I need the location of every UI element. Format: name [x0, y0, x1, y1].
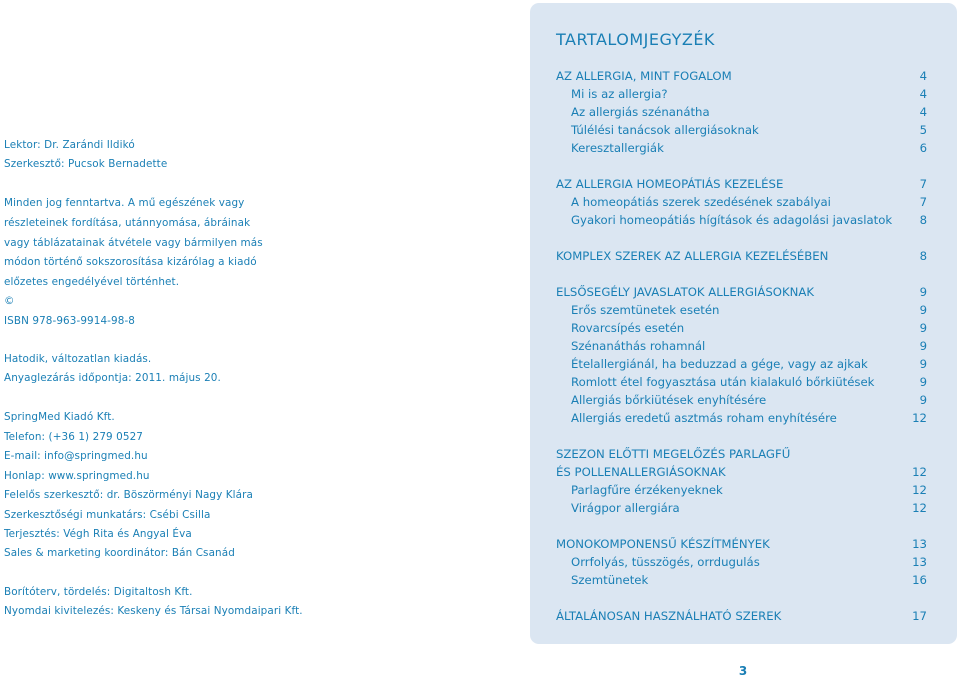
toc-entry-page: 13: [912, 537, 927, 551]
toc-entry-title: KOMPLEX SZEREK AZ ALLERGIA KEZELÉSÉBEN: [556, 249, 829, 263]
toc-entry-page: 12: [912, 483, 927, 497]
toc-entry-page: 12: [912, 411, 927, 425]
toc-entry-title: Ételallergiánál, ha beduzzad a gége, vagy az ajkak: [571, 357, 868, 371]
toc-entry-title: Keresztallergiák: [571, 141, 664, 155]
toc-entry-page: 16: [912, 573, 927, 587]
toc-entry-page: 9: [919, 375, 927, 389]
rights-line: módon történő sokszorosítása kizárólag a kiadó: [4, 256, 257, 268]
toc-entry-page: 8: [919, 213, 927, 227]
edition-line: Hatodik, változatlan kiadás.: [4, 353, 152, 365]
toc-entry-title: MONOKOMPONENSŰ KÉSZÍTMÉNYEK: [556, 537, 770, 551]
toc-entry-title: ÁLTALÁNOSAN HASZNÁLHATÓ SZEREK: [556, 609, 782, 623]
rights-line: előzetes engedélyével történhet.: [4, 276, 180, 288]
closing-date-line: Anyaglezárás időpontja: 2011. május 20.: [4, 372, 221, 384]
toc-entry-page: 4: [919, 105, 927, 119]
toc-subsection[interactable]: [571, 357, 927, 373]
toc-entry-page: 4: [919, 87, 927, 101]
toc-section[interactable]: [556, 447, 927, 463]
toc-subsection[interactable]: [571, 195, 927, 211]
toc-subsection[interactable]: [571, 105, 927, 121]
toc-entry-page: 6: [919, 141, 927, 155]
toc-subsection[interactable]: [571, 339, 927, 355]
toc-entry-title: Szénanáthás rohamnál: [571, 339, 706, 353]
toc-entry-page: 9: [919, 339, 927, 353]
responsible-editor-line: Felelős szerkesztő: dr. Böszörményi Nagy Klára: [4, 489, 253, 501]
rights-line: vagy táblázatainak átvétele vagy bármilyen más: [4, 237, 263, 249]
isbn-line: ISBN 978-963-9914-98-8: [4, 315, 136, 327]
toc-entry-page: 5: [919, 123, 927, 137]
toc-entry-title: AZ ALLERGIA HOMEOPÁTIÁS KEZELÉSE: [556, 177, 784, 191]
toc-entry-title: Szemtünetek: [571, 573, 649, 587]
toc-entry-page: 9: [919, 321, 927, 335]
toc-entry-title: Virágpor allergiára: [571, 501, 680, 515]
toc-subsection[interactable]: [571, 501, 927, 517]
toc-entry-page: 13: [912, 555, 927, 569]
toc-entry-title: Túlélési tanácsok allergiásoknak: [571, 123, 759, 137]
cover-line: Borítóterv, tördelés: Digitaltosh Kft.: [4, 586, 193, 598]
toc-section[interactable]: [556, 249, 927, 265]
toc-section[interactable]: [556, 537, 927, 553]
toc-entry-title: A homeopátiás szerek szedésének szabályai: [571, 195, 831, 209]
toc-entry-title: Romlott étel fogyasztása után kialakuló bőrkiütések: [571, 375, 875, 389]
rights-line: Minden jog fenntartva. A mű egészének vagy: [4, 197, 245, 209]
toc-entry-title: Erős szemtünetek esetén: [571, 303, 720, 317]
editor-line: Szerkesztő: Pucsok Bernadette: [4, 158, 168, 170]
toc-entry-title: Allergiás bőrkiütések enyhítésére: [571, 393, 767, 407]
phone-line: Telefon: (+36 1) 279 0527: [4, 431, 143, 443]
toc-section[interactable]: [556, 177, 927, 193]
toc-entry-title: AZ ALLERGIA, MINT FOGALOM: [556, 69, 732, 83]
toc-entry-page: 12: [912, 501, 927, 515]
toc-section[interactable]: [556, 465, 927, 481]
toc-section[interactable]: [556, 609, 927, 625]
toc-entry-title: ÉS POLLENALLERGIÁSOKNAK: [556, 465, 726, 479]
toc-entry-page: 7: [919, 195, 927, 209]
toc-entry-page: 17: [912, 609, 927, 623]
toc-entry-title: Az allergiás szénanátha: [571, 105, 710, 119]
toc-entry-title: ELSŐSEGÉLY JAVASLATOK ALLERGIÁSOKNAK: [556, 285, 815, 299]
toc-entry-page: 8: [919, 249, 927, 263]
rights-line: részleteinek fordítása, utánnyomása, ábráinak: [4, 217, 251, 229]
printing-line: Nyomdai kivitelezés: Keskeny és Társai Nyomdaipari Kft.: [4, 605, 303, 617]
toc-entry-page: 4: [919, 69, 927, 83]
toc-subsection[interactable]: [571, 555, 927, 571]
toc-subsection[interactable]: [571, 411, 927, 427]
toc-subsection[interactable]: [571, 123, 927, 139]
toc-entry-page: 9: [919, 303, 927, 317]
publisher-line: SpringMed Kiadó Kft.: [4, 411, 115, 423]
marketing-line: Sales & marketing koordinátor: Bán Csanád: [4, 547, 235, 559]
toc-subsection[interactable]: [571, 141, 927, 157]
editorial-staff-line: Szerkesztőségi munkatárs: Csébi Csilla: [4, 509, 211, 521]
toc-subsection[interactable]: [571, 303, 927, 319]
page-number: 3: [738, 664, 748, 678]
toc-entry-title: SZEZON ELŐTTI MEGELŐZÉS PARLAGFŰ: [556, 447, 791, 461]
toc-section[interactable]: [556, 69, 927, 85]
distribution-line: Terjesztés: Végh Rita és Angyal Éva: [4, 528, 192, 540]
toc-entry-page: 9: [919, 393, 927, 407]
toc-entry-page: 9: [919, 285, 927, 299]
toc-entry-page: 7: [919, 177, 927, 191]
copyright-symbol: ©: [4, 295, 15, 307]
toc-entry-title: Rovarcsípés esetén: [571, 321, 685, 335]
toc-subsection[interactable]: [571, 573, 927, 589]
toc-entry-title: Mi is az allergia?: [571, 87, 668, 101]
toc-section[interactable]: [556, 285, 927, 301]
toc-subsection[interactable]: [571, 483, 927, 499]
toc-entry-page: 12: [912, 465, 927, 479]
toc-entry-title: Allergiás eredetű asztmás roham enyhítésére: [571, 411, 837, 425]
lektor-line: Lektor: Dr. Zarándi Ildikó: [4, 139, 135, 151]
toc-entry-page: 9: [919, 357, 927, 371]
toc-panel: [530, 3, 957, 644]
toc-subsection[interactable]: [571, 393, 927, 409]
toc-title: TARTALOMJEGYZÉK: [556, 30, 715, 49]
toc-subsection[interactable]: [571, 213, 927, 229]
toc-subsection[interactable]: [571, 375, 927, 391]
toc-subsection[interactable]: [571, 321, 927, 337]
toc-subsection[interactable]: [571, 87, 927, 103]
toc-entry-title: Gyakori homeopátiás hígítások és adagolási javaslatok: [571, 213, 893, 227]
website-line: Honlap: www.springmed.hu: [4, 470, 150, 482]
toc-entry-title: Orrfolyás, tüsszögés, orrdugulás: [571, 555, 760, 569]
email-line: E-mail: info@springmed.hu: [4, 450, 148, 462]
toc-entry-title: Parlagfűre érzékenyeknek: [571, 483, 723, 497]
